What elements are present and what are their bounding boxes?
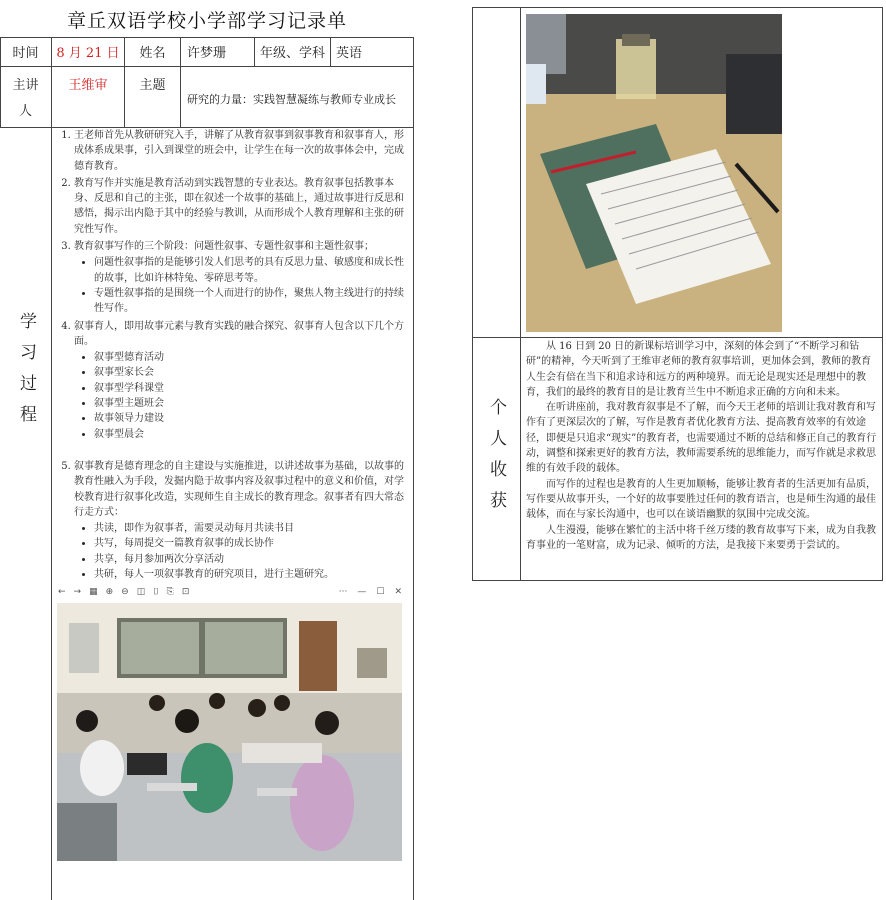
bullet-item: • 叙事型德育活动 <box>94 350 412 365</box>
table-border <box>520 7 521 581</box>
table-border <box>51 37 52 900</box>
table-border <box>472 7 473 581</box>
table-border <box>472 7 883 8</box>
personal-content <box>526 339 880 553</box>
bullet-item: • 故事领导力建设 <box>94 411 412 426</box>
name-value: 许梦珊 <box>187 46 227 61</box>
table-border <box>882 7 883 581</box>
image-viewer-toolbar <box>58 583 402 601</box>
list-item <box>74 319 412 457</box>
learning-content <box>58 128 412 584</box>
page-title: 章丘双语学校小学部学习记录单 <box>66 10 347 32</box>
paragraph: 而写作的过程也是教育的人生更加顺畅，能够让教育者的生活更加有品质，写作要从故事开头，一个好的故事要胜过任何的教育语言，也是师生沟通的最佳载体，而在与家长沟通中，也可以在谈语幽默的氛围中完成交流。 <box>526 478 876 521</box>
list-item-text: 王老师首先从教研研究入手，讲解了从教育叙事到叙事教育和叙事育人，形成体系成果事，引入到课堂的班会中，让学生在每一次的故事体会中，完成德育教育。 <box>74 130 404 172</box>
process-label: 学习过程 <box>16 312 36 436</box>
bullet-item: • 共享，每月参加两次分享活动 <box>94 552 412 567</box>
list-item-text: 叙事育人，即用故事元素与教育实践的融合探究、叙事育人包含以下几个方面。 <box>74 320 404 347</box>
more-icon[interactable]: ··· <box>338 587 348 597</box>
name-label: 姓名 <box>139 46 166 61</box>
topic-label: 主题 <box>139 78 166 93</box>
copy-icon[interactable]: ⎘ <box>166 587 174 597</box>
list-item <box>74 176 412 237</box>
viewer-toolbar-left <box>58 587 189 597</box>
fit-icon[interactable]: ⊡ <box>181 587 190 597</box>
grade-value: 英语 <box>336 46 363 61</box>
time-label: 时间 <box>12 46 39 61</box>
personal-label: 个人收获 <box>486 398 506 522</box>
bullet-item: • 叙事型家长会 <box>94 365 412 380</box>
list-item <box>74 239 412 316</box>
table-border <box>0 66 414 67</box>
bullet-item: • 共写，每周提交一篇教育叙事的成长协作 <box>94 536 412 551</box>
forward-icon[interactable]: → <box>73 587 82 597</box>
bullet-item: • 专题性叙事指的是围绕一个人而进行的协作，聚焦人物主线进行的持续性写作。 <box>94 286 412 317</box>
spacer <box>74 443 412 457</box>
list-item <box>74 128 412 174</box>
zoom-out-icon[interactable]: ⊖ <box>121 587 129 597</box>
table-border <box>413 37 414 900</box>
speaker-label <box>0 73 51 125</box>
grid-icon[interactable]: ▦ <box>89 587 98 597</box>
notebook-photo <box>526 14 782 332</box>
time-value: 8 月 21 日 <box>56 46 120 61</box>
table-border <box>472 337 883 338</box>
viewer-toolbar-right <box>339 587 402 597</box>
list-item <box>74 459 412 582</box>
crop-icon[interactable]: ◫ <box>136 587 146 597</box>
close-icon[interactable]: ✕ <box>394 587 402 597</box>
bullet-item: • 叙事型学科课堂 <box>94 381 412 396</box>
list-item-text: 教育写作并实施是教育活动到实践智慧的专业表达。教育叙事包括教事本身、反思和自己的主张，即在叙述一个故事的基础上，通过故事进行反思和感悟，揭示出内隐于其中的经验与教训，从而形成个人教育理解和主张的研究性写作。 <box>74 177 404 235</box>
paragraph: 人生漫漫，能够在繁忙的主活中将千丝万缕的教育故事写下来，成为自我教育事业的一笔财富，成为记录、倾听的方法，是我接下来要勇于尝试的。 <box>526 524 876 551</box>
paragraph: 从 16 日到 20 日的新课标培训学习中，深刻的体会到了“不断学习和钻研”的精神，今天听到了王维审老师的教育叙事培训，更加体会到，教师的教育人生会有倍在当下和追求诗和远方的两种境界。而无论是现实还是理想中的教育，我们的最终的教育目的是让教育兰生中不断追求正确的方向和未来。 <box>526 341 872 398</box>
bullet-item: • 共读，即作为叙事者，需要灵动每月共读书目 <box>94 521 412 536</box>
classroom-photo <box>57 603 402 861</box>
bullet-item: • 共研，每人一项叙事教育的研究项目，进行主题研究。 <box>94 567 412 582</box>
table-border <box>472 580 883 581</box>
back-icon[interactable]: ← <box>58 587 66 597</box>
list-item-text: 叙事教育是德育理念的自主建设与实施推进，以讲述故事为基础，以故事的教育性融入为手段，发掘内隐于故事内容及叙事过程中的意义和价值，对学校教育进行叙事化改造，实现师生自主成长的教育理念。叙事者有四大常态行走方式： <box>74 460 404 518</box>
list-item-text: 教育叙事写作的三个阶段：问题性叙事、专题性叙事和主题性叙事； <box>74 241 374 253</box>
topic-value: 研究的力量：实践智慧凝练与教师专业成长 <box>187 93 396 106</box>
bullet-item: • 叙事型主题班会 <box>94 396 412 411</box>
zoom-in-icon[interactable]: ⊕ <box>105 587 114 597</box>
minimize-icon[interactable]: — <box>357 587 367 597</box>
bullet-item: • 问题性叙事指的是能够引发人们思考的具有反思力量、敏感度和成长性的故事，比如许林特兔、零碎思考等。 <box>94 255 412 286</box>
speaker-value: 王维审 <box>68 78 108 93</box>
speaker-label-line1: 主讲 <box>12 78 39 93</box>
grade-label: 年级、学科 <box>259 46 325 61</box>
rotate-icon[interactable]: ⌷ <box>153 587 159 597</box>
maximize-icon[interactable]: ☐ <box>376 587 385 597</box>
speaker-label-line2: 人 <box>18 104 32 119</box>
paragraph: 在听讲座前，我对教育叙事是不了解，而今天王老师的培训让我对教育和写作有了更深层次的了解，写作是教育者优化教育方法、提高教育效率的有效途径，即便是只追求“现实”的教育者，也需要通过不断的总结和修正自己的教育行动，调整和探索更好的教育方法，教师需要系统的思维能力，而写作就是求救思维的有效手段的载体。 <box>526 402 877 475</box>
bullet-item: • 叙事型晨会 <box>94 427 412 442</box>
